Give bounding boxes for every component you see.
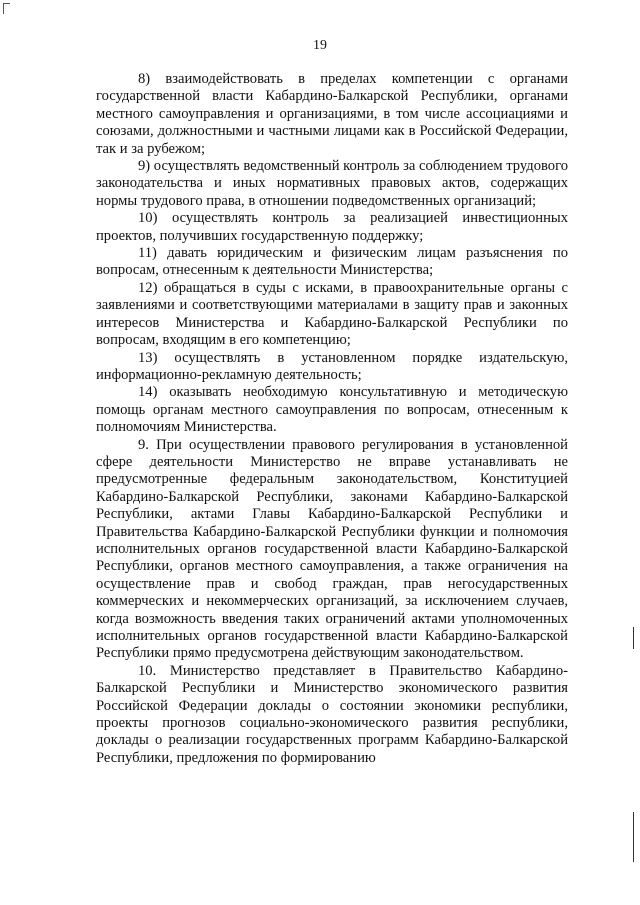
paragraph-item-9: 9) осуществлять ведомственный контроль за соблюдением трудового законодательства и иных нормативных правовых актов, содержащих нормы трудового права, в отношении подведомственных организаций; (96, 158, 568, 209)
paragraph-item-12: 12) обращаться в суды с исками, в правоохранительные органы с заявлениями и соответствующими материалами в защиту прав и законных интересов Министерства и Кабардино-Балкарской Республики по вопросам, входящим в его компетенцию; (96, 279, 568, 349)
paragraph-item-8: 8) взаимодействовать в пределах компетенции с органами государственной власти Кабардино-Балкарской Республики, органами местного самоуправления и организациями, в том числе ассоциациями и союзами, должностными и частными лицами как в Российской Федерации, так и за рубежом; (96, 71, 568, 157)
paragraph-section-9: 9. При осуществлении правового регулирования в установленной сфере деятельности Министерство не вправе устанавливать не предусмотренные федеральным законодательством, Конституцией Кабардино-Балкарской Республики, законами Кабардино-Балкарской Республики, актами Главы Кабардино-Балкарской Республики и Правительства Кабардино-Балкарской Республики функции и полномочия исполнительных органов государственной власти Кабардино-Балкарской Республики, органов местного самоуправления, а также ограничения на осуществление прав и свобод граждан, прав негосударственных коммерческих и некоммерческих организаций, за исключением случаев, когда возможность введения таких ограничений актами уполномоченных исполнительных органов государственной власти Кабардино-Балкарской Республики прямо предусмотрена действующим законодательством. (96, 436, 568, 662)
paragraph-item-14: 14) оказывать необходимую консультативную и методическую помощь органам местного самоуправления по вопросам, отнесенным к полномочиям Министерства. (96, 384, 568, 436)
scan-edge-mark (633, 627, 634, 649)
document-body (96, 71, 568, 767)
scan-edge-mark (633, 812, 634, 862)
paragraph-item-10: 10) осуществлять контроль за реализацией инвестиционных проектов, получивших государственную поддержку; (96, 210, 568, 244)
page-number: 19 (313, 38, 327, 53)
paragraph-item-13: 13) осуществлять в установленном порядке издательскую, информационно-рекламную деятельность; (96, 349, 568, 383)
paragraph-section-10: 10. Министерство представляет в Правительство Кабардино-Балкарской Республики и Министерство экономического развития Российской Федерации доклады о состоянии экономики республики, проекты прогнозов социально-экономического развития республики, доклады о реализации государственных программ Кабардино-Балкарской Республики, предложения по формированию (96, 662, 568, 766)
scan-crop-mark (3, 3, 10, 14)
paragraph-item-11: 11) давать юридическим и физическим лицам разъяснения по вопросам, отнесенным к деятельности Министерства; (96, 245, 568, 279)
